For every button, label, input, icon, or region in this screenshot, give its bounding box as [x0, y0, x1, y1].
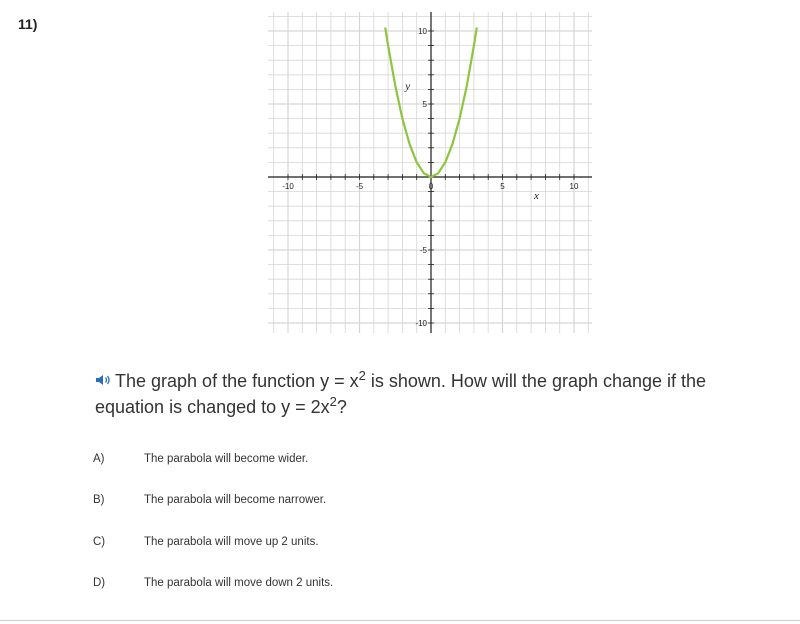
prompt-text-1: The graph of the function y = x: [115, 371, 359, 391]
choice-letter: A): [93, 453, 105, 465]
prompt-text-2: is shown. How will the graph change if the equation is changed to y = 2x: [95, 371, 707, 417]
x-tick-label: 0: [428, 182, 434, 191]
x-tick-label: 10: [569, 182, 579, 191]
question-number: 11): [18, 16, 38, 32]
speaker-icon[interactable]: [95, 368, 113, 394]
y-tick-label: -10: [415, 319, 427, 328]
choice-letter: B): [93, 494, 105, 506]
choice-text: The parabola will become narrower.: [144, 494, 327, 506]
x-tick-label: 5: [500, 182, 505, 191]
prompt-exponent-1: 2: [358, 368, 366, 383]
x-axis-label: x: [533, 190, 539, 202]
x-tick-label: -5: [355, 182, 364, 191]
choice-text: The parabola will become wider.: [144, 453, 309, 465]
x-tick-label: -10: [282, 182, 294, 191]
y-tick-label: 5: [422, 100, 427, 109]
choice-letter: C): [93, 536, 106, 548]
choice-letter: D): [93, 577, 106, 589]
y-tick-label: 10: [418, 27, 427, 36]
y-axis-label: y: [405, 80, 411, 93]
choice-text: The parabola will move up 2 units.: [144, 536, 319, 548]
prompt-text-3: ?: [336, 397, 347, 417]
divider: [0, 620, 800, 621]
prompt-exponent-2: 2: [329, 394, 337, 409]
choice-text: The parabola will move down 2 units.: [144, 577, 334, 589]
y-tick-label: -5: [419, 246, 427, 255]
question-prompt: [95, 368, 775, 420]
